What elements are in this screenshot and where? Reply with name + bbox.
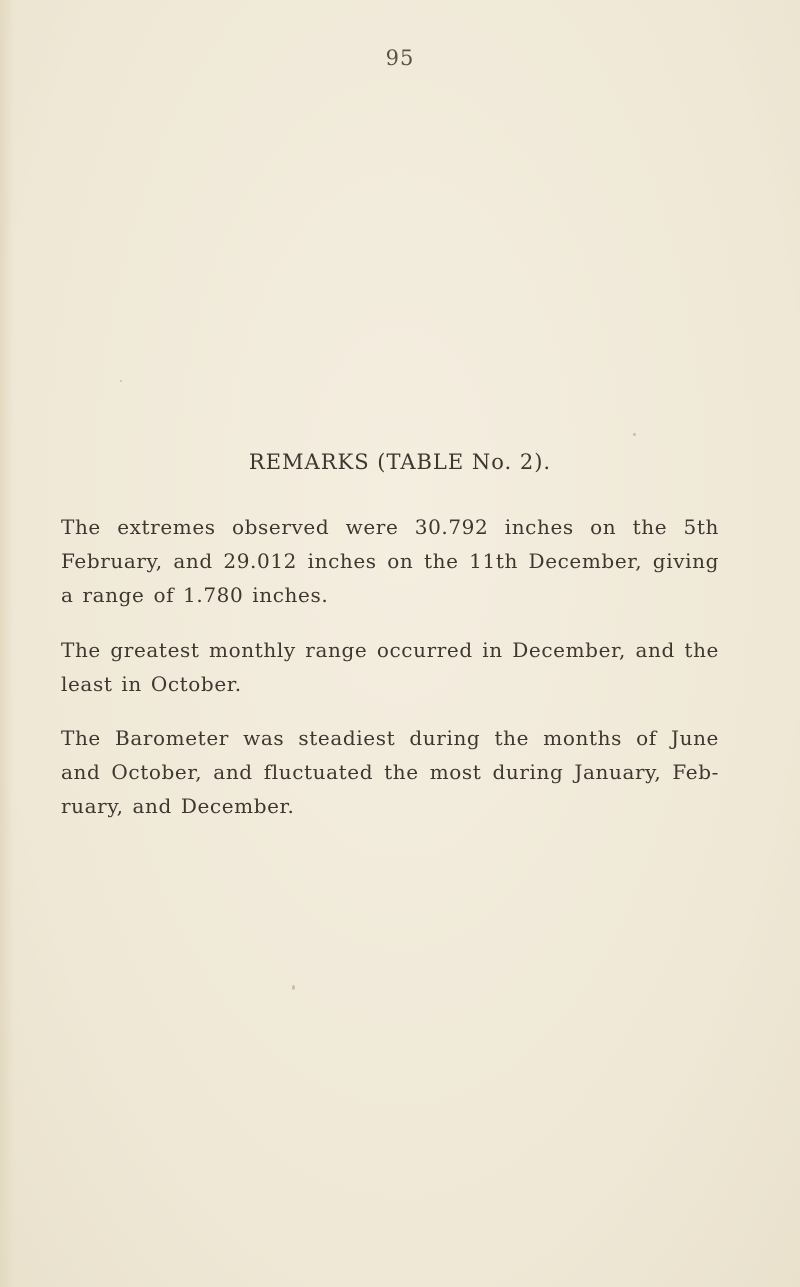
paper-speck [633, 433, 636, 436]
paper-speck [120, 380, 122, 382]
paper-speck [292, 985, 295, 990]
paragraph-barometer-steadiness: The Barometer was steadiest during the months of June and October, and fluctuated the most during January, Feb- ruary, and December. [61, 726, 719, 818]
paragraph-extremes: The extremes observed were 30.792 inches on the 5th February, and 29.012 inches on the 11th December, giving a range of 1.780 inches. [61, 515, 719, 607]
paragraph-monthly-range: The greatest monthly range occurred in December, and the least in October. [61, 638, 719, 696]
page-binding-shadow [0, 0, 14, 1287]
section-heading: REMARKS (TABLE No. 2). [248, 450, 552, 474]
page-number: 95 [385, 46, 415, 70]
